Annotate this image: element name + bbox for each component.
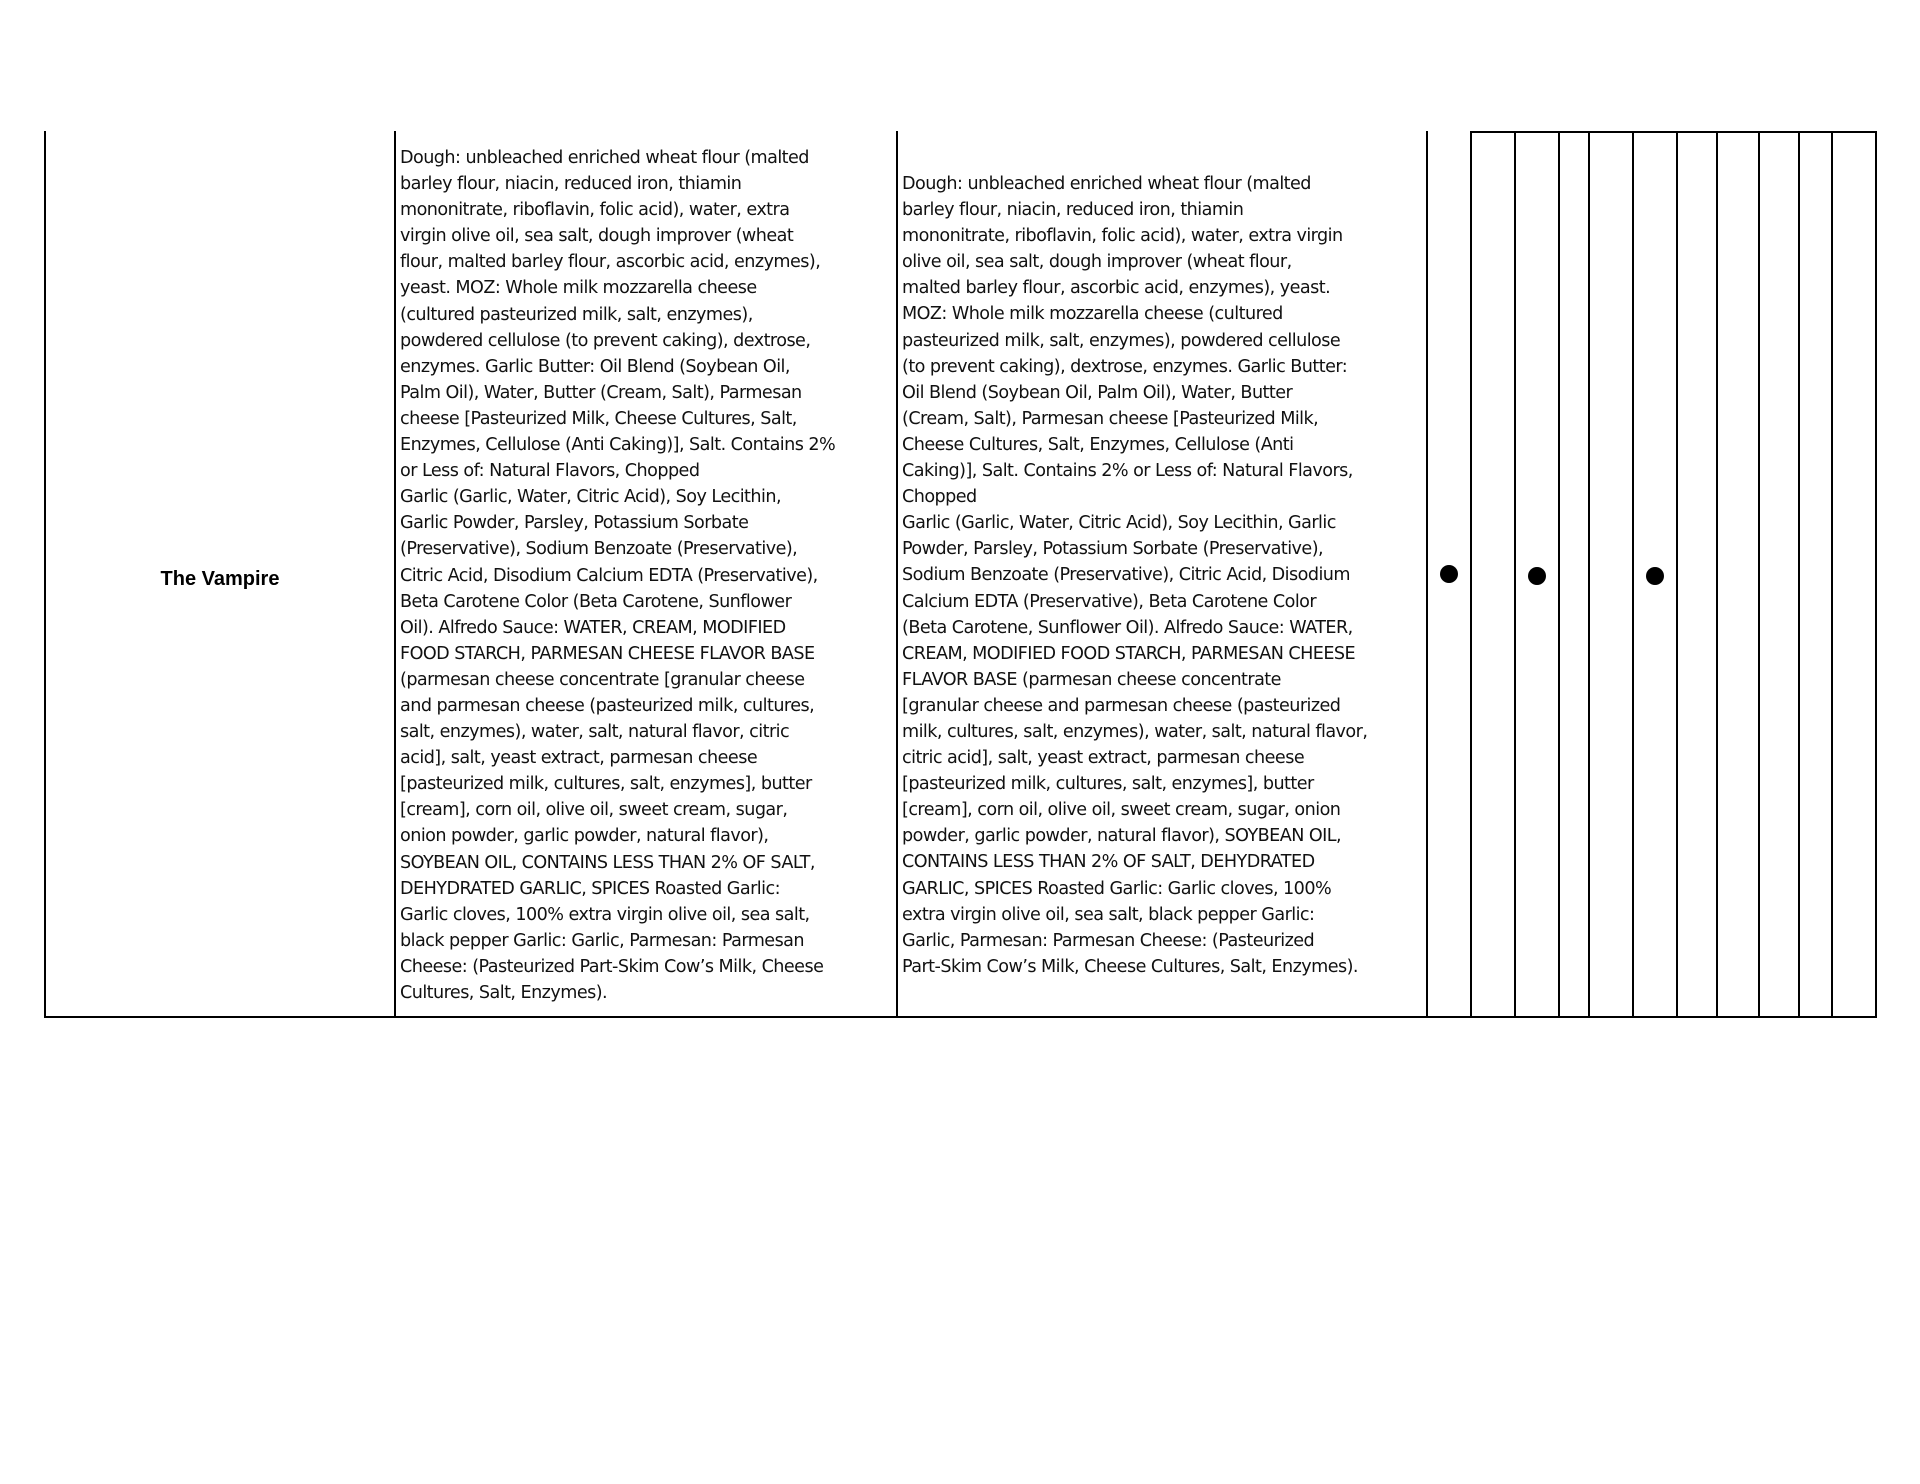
allergen-column-10 [1798, 131, 1831, 1016]
ingredients-cell-2: Dough: unbleached enriched wheat flour (malted barley flour, niacin, reduced iron, thiamin mononitrate, riboflavin, folic acid), water, extra virgin olive oil, sea salt, dough improver (wheat flour, malted barley flour, ascorbic acid, enzymes), yeast. MOZ: Whole milk mozzarella cheese (cultured pasteurized milk, salt, enzymes), powdered cellulose (to prevent caking), dextrose, enzymes. Garlic Butter: Oil Blend (Soybean Oil, Palm Oil), Water, Butter (Cream, Salt), Parmesan cheese [Pasteurized Milk, Cheese Cultures, Salt, Enzymes, Cellulose (Anti Caking)], Salt. Contains 2% or Less of: Natural Flavors, Chopped Garlic (Garlic, Water, Citric Acid), Soy Lecithin, Garlic Powder, Parsley, Potassium Sorbate (Preservative), Sodium Benzoate (Preservative), Citric Acid, Disodium Calcium EDTA (Preservative), Beta Carotene Color (Beta Carotene, Sunflower Oil). Alfredo Sauce: WATER, CREAM, MODIFIED FOOD STARCH, PARMESAN CHEESE FLAVOR BASE (parmesan cheese concentrate [granular cheese and parmesan cheese (pasteurized milk, cultures, salt, enzymes), water, salt, natural flavor, citric acid], salt, yeast extract, parmesan cheese [pasteurized milk, cultures, salt, enzymes], butter [cream], corn oil, olive oil, sweet cream, sugar, onion powder, garlic powder, natural flavor), SOYBEAN OIL, CONTAINS LESS THAN 2% OF SALT, DEHYDRATED GARLIC, SPICES Roasted Garlic: Garlic cloves, 100% extra virgin olive oil, sea salt, black pepper Garlic: Garlic, Parmesan: Parmesan Cheese: (Pasteurized Part-Skim Cow’s Milk, Cheese Cultures, Salt, Enzymes). [896, 131, 1426, 1016]
table-row [44, 131, 1877, 1018]
allergen-column-11 [1831, 131, 1877, 1016]
ingredients-cell-1: Dough: unbleached enriched wheat flour (malted barley flour, niacin, reduced iron, thiamin mononitrate, riboflavin, folic acid), water, extra virgin olive oil, sea salt, dough improver (wheat flour, malted barley flour, ascorbic acid, enzymes), yeast. MOZ: Whole milk mozzarella cheese (cultured pasteurized milk, salt, enzymes), powdered cellulose (to prevent caking), dextrose, enzymes. Garlic Butter: Oil Blend (Soybean Oil, Palm Oil), Water, Butter (Cream, Salt), Parmesan cheese [Pasteurized Milk, Cheese Cultures, Salt, Enzymes, Cellulose (Anti Caking)], Salt. Contains 2% or Less of: Natural Flavors, Chopped Garlic (Garlic, Water, Citric Acid), Soy Lecithin, Garlic Powder, Parsley, Potassium Sorbate (Preservative), Sodium Benzoate (Preservative), Citric Acid, Disodium Calcium EDTA (Preservative), Beta Carotene Color (Beta Carotene, Sunflower Oil). Alfredo Sauce: WATER, CREAM, MODIFIED FOOD STARCH, PARMESAN CHEESE FLAVOR BASE (parmesan cheese concentrate [granular cheese and parmesan cheese (pasteurized milk, cultures, salt, enzymes), water, salt, natural flavor, citric acid], salt, yeast extract, parmesan cheese [pasteurized milk, cultures, salt, enzymes], butter [cream], corn oil, olive oil, sweet cream, sugar, onion powder, garlic powder, natural flavor), SOYBEAN OIL, CONTAINS LESS THAN 2% OF SALT, DEHYDRATED GARLIC, SPICES Roasted Garlic: Garlic cloves, 100% extra virgin olive oil, sea salt, black pepper Garlic: Garlic, Parmesan: Parmesan Cheese: (Pasteurized Part-Skim Cow’s Milk, Cheese Cultures, Salt, Enzymes). [394, 131, 896, 1016]
allergen-column-6 [1632, 131, 1676, 1016]
allergen-column-8 [1716, 131, 1758, 1016]
item-name-cell [44, 131, 394, 1016]
allergen-column-5 [1588, 131, 1632, 1016]
allergen-column-2 [1470, 131, 1514, 1016]
allergen-column-9 [1758, 131, 1798, 1016]
row-bottom-border [44, 1016, 1877, 1018]
allergen-column-1 [1426, 131, 1470, 1016]
allergen-column-4 [1558, 131, 1588, 1016]
allergen-dot-marker [1646, 567, 1664, 585]
allergen-column-7 [1676, 131, 1716, 1016]
allergen-column-3 [1514, 131, 1558, 1016]
allergen-dot-marker [1440, 565, 1458, 583]
allergen-dot-marker [1528, 567, 1546, 585]
item-name: The Vampire [160, 568, 280, 590]
